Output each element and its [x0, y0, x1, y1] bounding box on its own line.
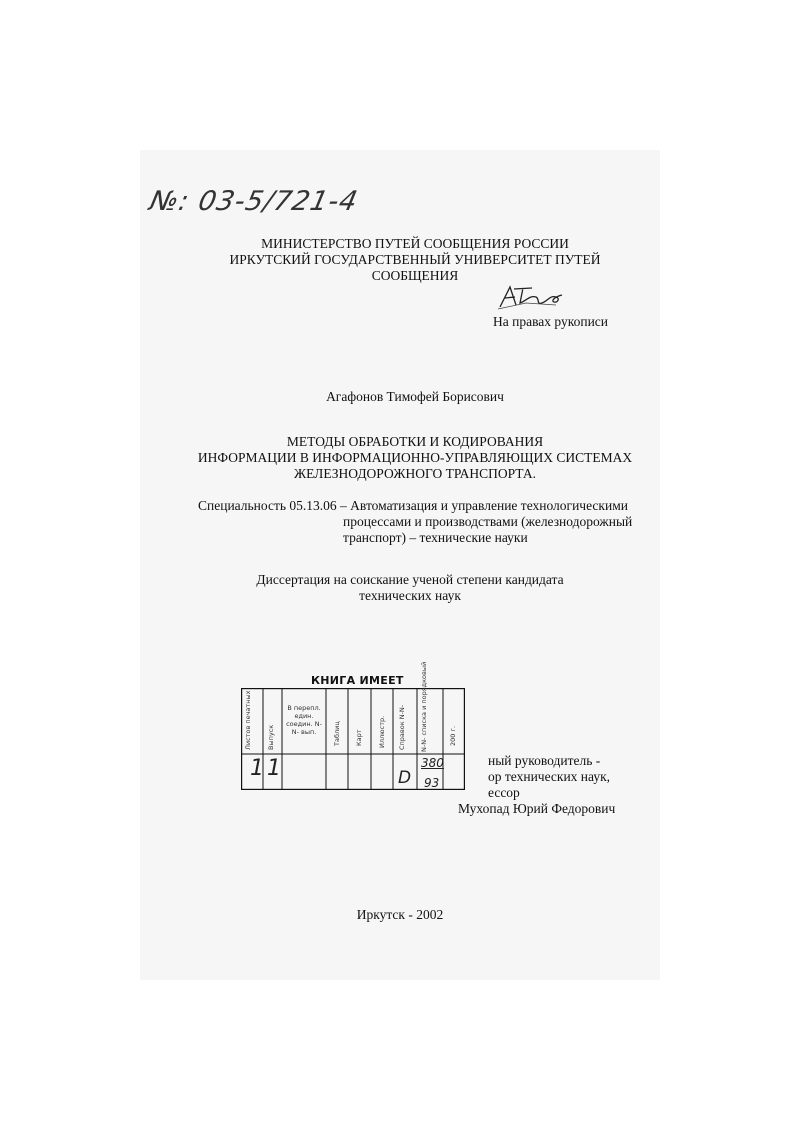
- stamp-value-spravok: D: [398, 768, 412, 788]
- stamp-title: КНИГА ИМЕЕТ: [311, 674, 404, 687]
- title-line-1: МЕТОДЫ ОБРАБОТКИ И КОДИРОВАНИЯ: [286, 434, 544, 449]
- supervisor-line-2: ор технических наук,: [488, 769, 611, 784]
- registration-number-handwritten: №: 03-5/721-4: [146, 186, 361, 217]
- ministry-line-1: МИНИСТЕРСТВО ПУТЕЙ СООБЩЕНИЯ РОССИИ: [261, 236, 569, 251]
- degree-line-1: Диссертация на соискание ученой степени кандидата: [256, 572, 564, 587]
- supervisor-name: Мухопад Юрий Федорович: [458, 801, 616, 816]
- stamp-col-vypusk: Выпуск: [267, 724, 275, 750]
- stamp-value-spiska-top: 380: [421, 756, 444, 770]
- author-name: Агафонов Тимофей Борисович: [326, 389, 504, 404]
- title-line-3: ЖЕЛЕЗНОДОРОЖНОГО ТРАНСПОРТА.: [294, 466, 536, 481]
- stamp-value-vypusk: 1: [267, 756, 281, 781]
- stamp-col-illyustr: Иллюстр.: [378, 715, 386, 748]
- manuscript-rights: На правах рукописи: [493, 314, 609, 329]
- stamp-value-listov: 1: [250, 756, 264, 781]
- ministry-line-3: СООБЩЕНИЯ: [371, 268, 459, 283]
- stamp-col-tablits: Таблиц: [333, 721, 341, 746]
- title-line-2: ИНФОРМАЦИИ В ИНФОРМАЦИОННО-УПРАВЛЯЮЩИХ СИСТЕМАХ: [197, 450, 633, 465]
- specialty-line-3: транспорт) – технические науки: [343, 530, 528, 545]
- supervisor-line-1: ный руководитель -: [488, 753, 601, 768]
- specialty-line-1: Специальность 05.13.06 – Автоматизация и управление технологическими: [198, 498, 628, 513]
- stamp-col-spravok: Справок N-N-: [398, 704, 406, 750]
- ministry-line-2: ИРКУТСКИЙ ГОСУДАРСТВЕННЫЙ УНИВЕРСИТЕТ ПУТЕЙ: [229, 252, 601, 267]
- degree-line-2: технических наук: [359, 588, 461, 603]
- stamp-value-spiska-bottom: 93: [424, 776, 440, 790]
- specialty-line-2: процессами и производствами (железнодорожный: [343, 514, 633, 529]
- stamp-col-kart: Карт: [355, 729, 363, 746]
- supervisor-line-3: ессор: [488, 785, 520, 800]
- stamp-col-year: 200 г.: [449, 726, 457, 746]
- city-year: Иркутск - 2002: [356, 907, 444, 922]
- stamp-col-spiska: N-N- списка и порядковый: [420, 661, 428, 752]
- stamp-col-listov: Листов печатных: [244, 690, 252, 750]
- signature-icon: [496, 283, 576, 311]
- stamp-col-pereplet: В перепл. един. соедин. N-N- вып.: [286, 704, 322, 736]
